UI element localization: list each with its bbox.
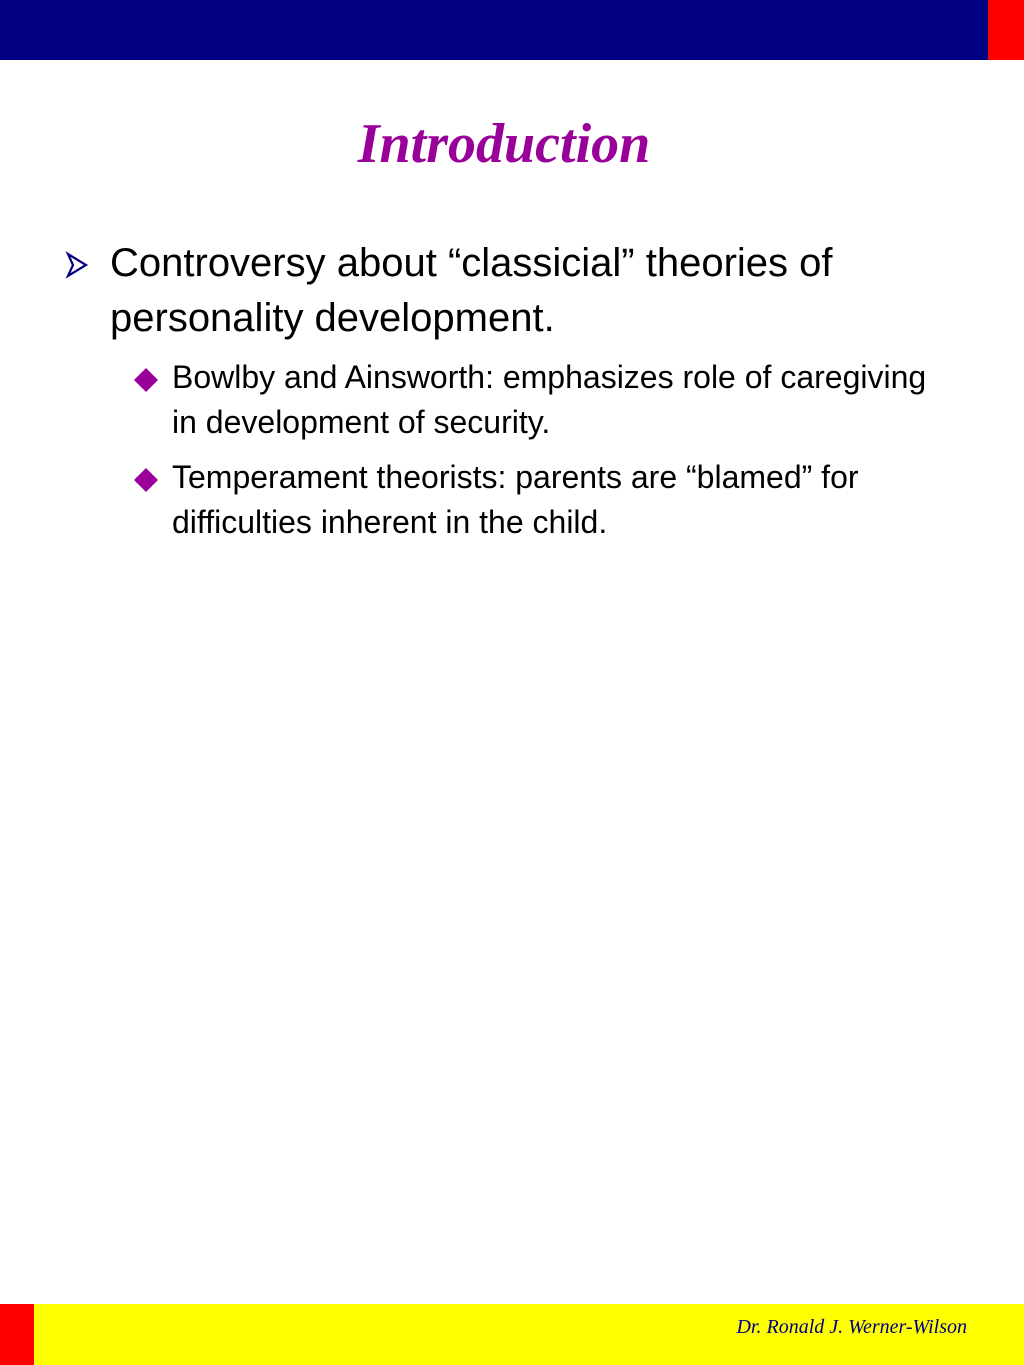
footer-author: Dr. Ronald J. Werner-Wilson [736,1316,967,1338]
arrow-bullet-icon [62,250,92,280]
sub-bullet-text: Bowlby and Ainsworth: emphasizes role of caregiving in development of security. [172,359,927,440]
diamond-bullet-icon [132,366,160,394]
slide-title: Introduction [357,113,651,175]
bullet-item [62,236,962,346]
diamond-bullet-icon [132,466,160,494]
sub-bullet-item [132,355,952,445]
top-banner-accent [988,0,1024,60]
bullet-text: Controversy about “classicial” theories of personality development. [110,241,833,340]
top-banner-bar [0,0,988,60]
sub-bullet-item [132,455,952,545]
bottom-banner-accent [0,1304,34,1365]
sub-bullet-text: Temperament theorists: parents are “blamed” for difficulties inherent in the child. [172,459,859,540]
